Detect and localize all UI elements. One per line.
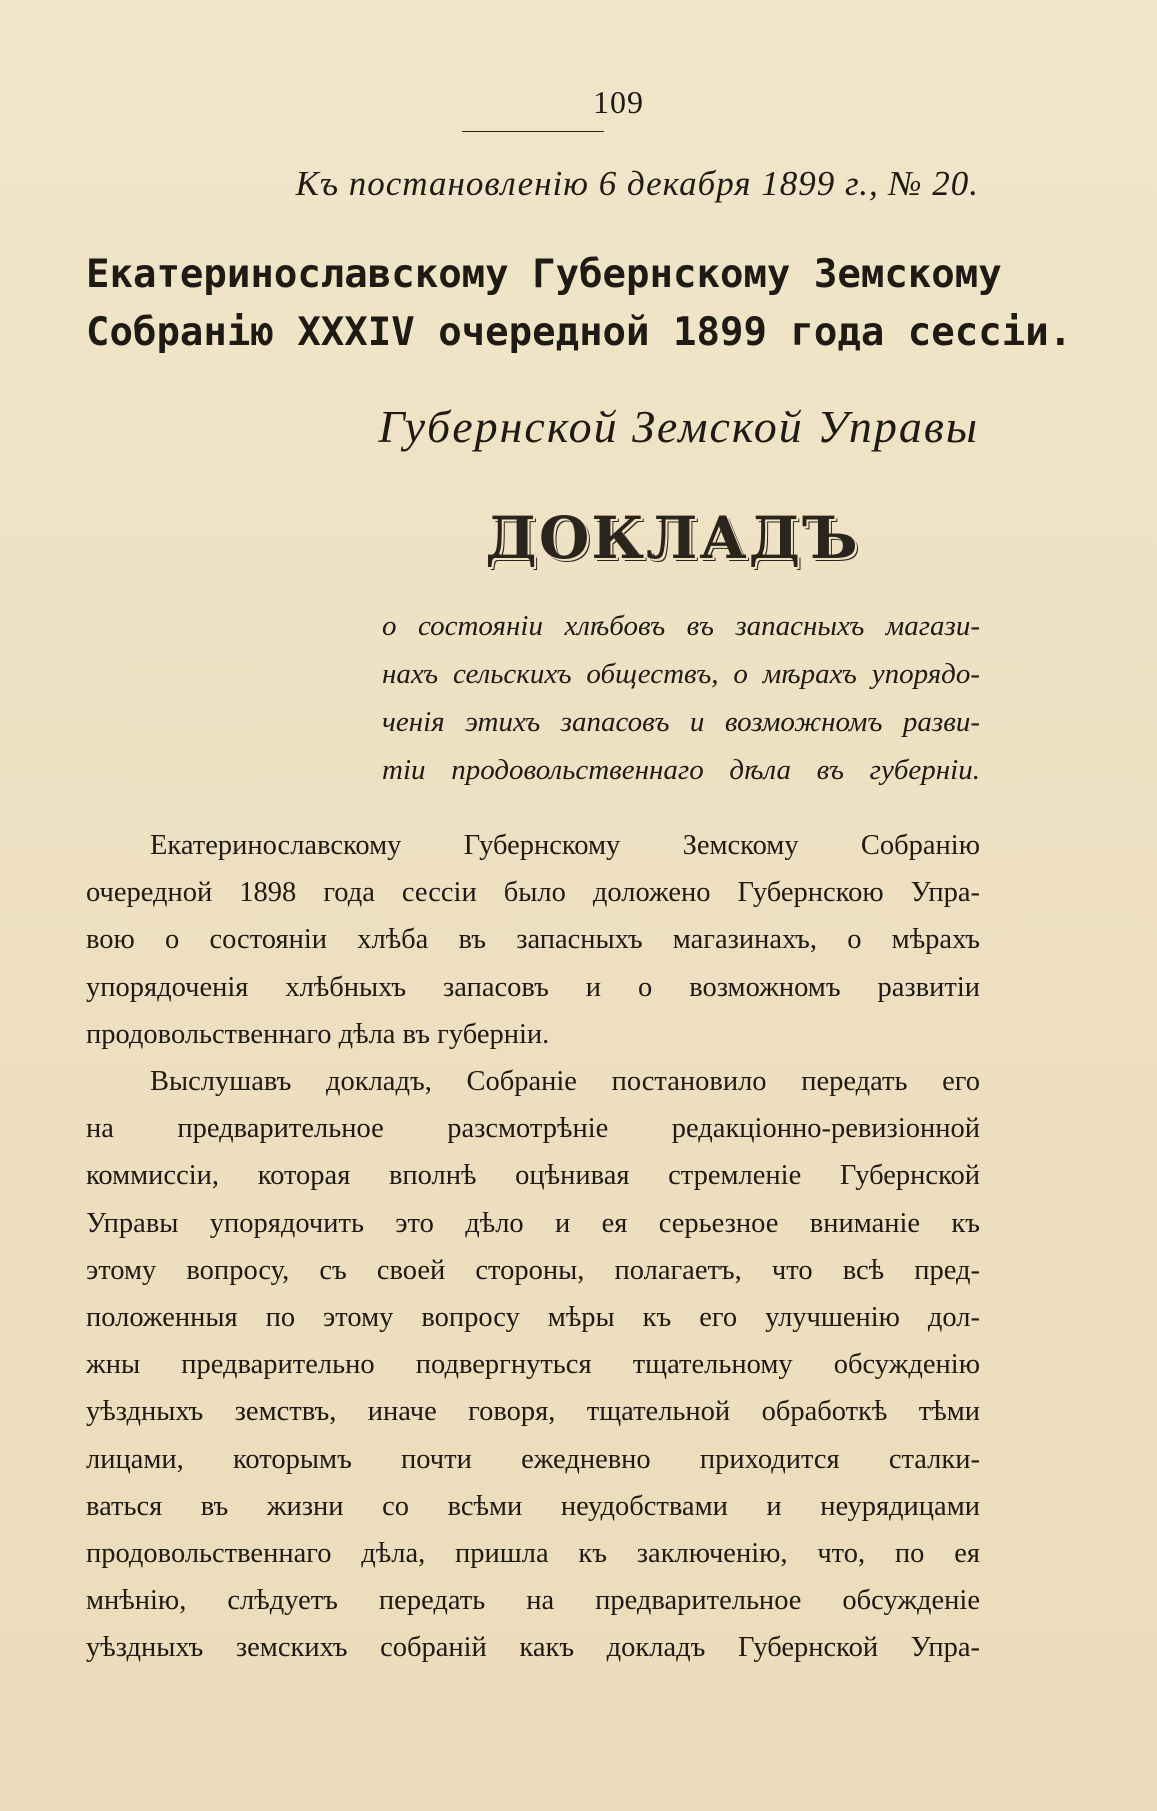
subtitle-line: о состояніи хлѣбовъ въ запасныхъ магази- [382, 610, 980, 642]
page-number-rule [462, 131, 604, 132]
resolution-reference: Къ постановленію 6 декабря 1899 г., № 20. [295, 164, 979, 203]
subtitle-line: нахъ сельскихъ обществъ, о мѣрахъ упорядо- [382, 658, 980, 690]
body-line: лицами, которымъ почти ежедневно приходится сталки- [86, 1443, 980, 1475]
subtitle-line: ченія этихъ запасовъ и возможномъ разви- [382, 706, 980, 738]
document-type-title: ДОКЛАДЪ [485, 504, 860, 572]
body-line: продовольственнаго дѣла въ губерніи. [86, 1018, 550, 1050]
subtitle-line: тіи продовольственнаго дѣла въ губерніи. [382, 754, 980, 786]
body-line: мнѣнію, слѣдуетъ передать на предварительное обсужденіе [86, 1585, 980, 1617]
body-line: очередной 1898 года сессіи было доложено Губернскою Упра- [86, 877, 980, 909]
body-line: вою о состояніи хлѣба въ запасныхъ магазинахъ, о мѣрахъ [86, 924, 980, 956]
body-line: продовольственнаго дѣла, пришла къ заключенію, что, по ея [86, 1538, 980, 1570]
body-text [86, 822, 980, 1672]
report-subtitle [382, 602, 980, 794]
body-line: на предварительное разсмотрѣніе редакціонно-ревизіонной [86, 1113, 980, 1145]
body-line: уѣздныхъ земствъ, иначе говоря, тщательной обработкѣ тѣми [86, 1396, 980, 1428]
issuer-title: Губернской Земской Управы [378, 401, 979, 452]
body-line: этому вопросу, съ своей стороны, полагаетъ, что всѣ пред- [86, 1254, 980, 1286]
body-line: Екатеринославскому Губернскому Земскому Собранію [150, 830, 980, 861]
body-line: Управы упорядочить это дѣло и ея серьезное вниманіе къ [86, 1207, 980, 1239]
heading-line-2: Собранію XXXIV очередной 1899 года сессіи. [86, 310, 1073, 355]
heading-line-1: Екатеринославскому Губернскому Земскому [86, 252, 1002, 297]
body-line: упорядоченія хлѣбныхъ запасовъ и о возможномъ развитіи [86, 971, 980, 1003]
page-number: 109 [593, 84, 644, 120]
body-line: жны предварительно подвергнуться тщательному обсужденію [86, 1349, 980, 1381]
body-line: коммиссіи, которая вполнѣ оцѣнивая стремленіе Губернской [86, 1160, 980, 1192]
body-line: уѣздныхъ земскихъ собраній какъ докладъ Губернской Упра- [86, 1632, 980, 1664]
body-line: Выслушавъ докладъ, Собраніе постановило передать его [150, 1066, 980, 1098]
body-line: положенныя по этому вопросу мѣры къ его улучшенію дол- [86, 1302, 980, 1334]
body-line: ваться въ жизни со всѣми неудобствами и неурядицами [86, 1490, 980, 1522]
